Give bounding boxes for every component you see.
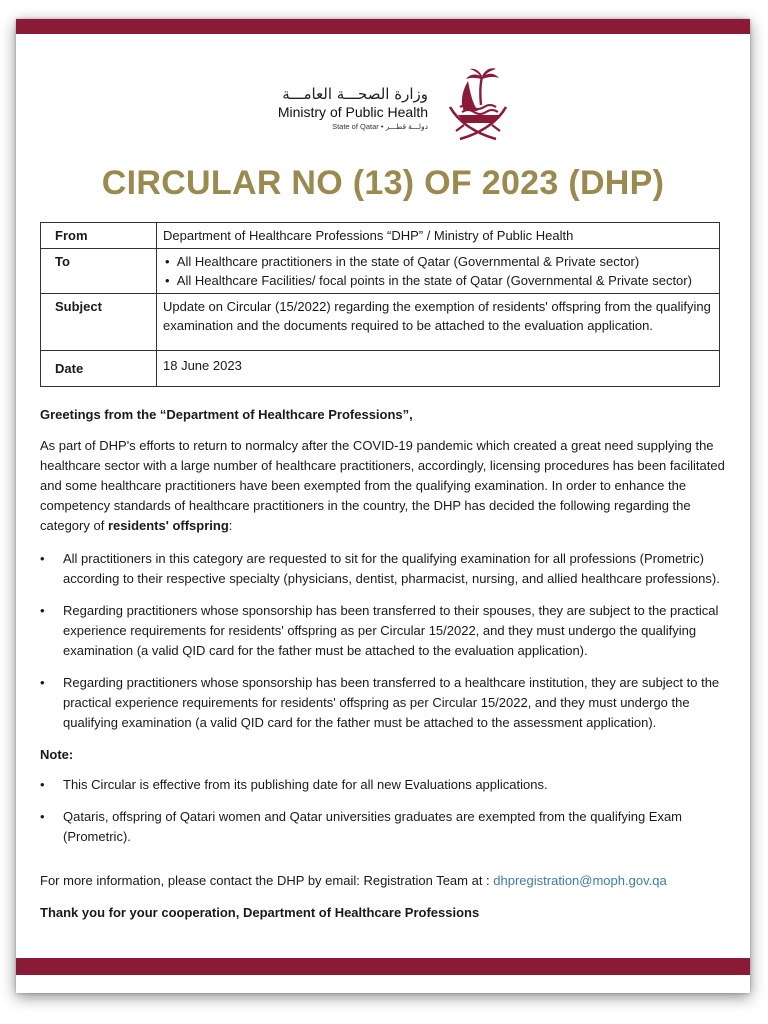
bullet-icon: •	[40, 675, 45, 690]
state-of-qatar-line: State of Qatar • دولـــة قطـــر	[332, 122, 428, 131]
intro-paragraph: As part of DHP's efforts to return to normalcy after the COVID-19 pandemic which created a great need supplying the healthcare sector with a large number of healthcare practitioners, accordingly, licensing procedures has been facilitated and some healthcare practitioners have been exempted from the qualifying examination. In order to enhance the competency standards of healthcare practitioners in the country, the DHP has decided the following regarding the category of residents' offspring:	[40, 438, 725, 533]
date-value: 18 June 2023	[157, 351, 720, 387]
list-item: • Qataris, offspring of Qatari women and Qatar universities graduates are exempted from the qualifying Exam (Prometric).	[40, 809, 683, 844]
from-row	[41, 223, 720, 249]
list-item: • All practitioners in this category are requested to sit for the qualifying examination for all professions (Prometric) according to their respective specialty (physicians, dentist, pharmacist, nursing, and allied healthcare professions).	[40, 551, 720, 586]
to-value	[157, 249, 720, 294]
note-list	[40, 775, 730, 847]
closing-thanks: Thank you for your cooperation, Department of Healthcare Professions	[40, 905, 480, 920]
circular-body	[40, 405, 730, 923]
bottom-brand-bar	[16, 958, 750, 975]
decision-list	[40, 549, 730, 733]
from-label: From	[41, 223, 157, 249]
ministry-name-english: Ministry of Public Health	[277, 104, 428, 120]
list-item: • This Circular is effective from its publishing date for all new Evaluations applications.	[40, 775, 730, 795]
qatar-emblem-icon	[444, 63, 510, 143]
list-item: • Regarding practitioners whose sponsorship has been transferred to their spouses, they are subject to the practical experience requirements for residents' offspring as per Circular 15/2022, and they must undergo the qualifying examination (a valid QID card for the father must be attached to the evaluation application).	[40, 603, 719, 658]
date-label: Date	[41, 351, 157, 387]
logo-text-block	[260, 85, 428, 132]
to-item: • All Healthcare practitioners in the state of Qatar (Governmental & Private sector)	[165, 254, 640, 269]
residents-offspring-emphasis: residents' offspring	[107, 518, 229, 533]
bullet-icon: •	[40, 551, 45, 566]
date-row	[41, 351, 720, 387]
ministry-name-arabic: وزارة الصحـــة العامـــة	[282, 85, 428, 103]
greeting: Greetings from the “Department of Healthcare Professions”,	[40, 407, 413, 422]
subject-row	[41, 294, 720, 351]
top-brand-bar	[16, 19, 750, 34]
circular-meta-table	[40, 222, 720, 387]
circular-page	[16, 19, 750, 993]
subject-label: Subject	[41, 294, 157, 351]
to-item: • All Healthcare Facilities/ focal points in the state of Qatar (Governmental & Private sector)	[165, 273, 692, 288]
ministry-logo	[260, 63, 510, 143]
from-value: Department of Healthcare Professions “DHP” / Ministry of Public Health	[157, 223, 720, 249]
circular-title: CIRCULAR NO (13) OF 2023 (DHP)	[101, 164, 665, 202]
bullet-icon: •	[40, 809, 45, 824]
bullet-icon: •	[40, 603, 45, 618]
note-heading: Note:	[40, 747, 74, 762]
subject-value: Update on Circular (15/2022) regarding the exemption of residents' offspring from the qualifying examination and the documents required to be attached to the evaluation application.	[157, 294, 720, 351]
list-item: • Regarding practitioners whose sponsorship has been transferred to a healthcare institution, they are subject to the practical experience requirements for residents' offspring as per Circular 15/2022, and they must undergo the qualifying examination (a valid QID card for the father must be attached to the assessment application).	[40, 675, 720, 730]
contact-email-link[interactable]: dhpregistration@moph.gov.qa	[493, 873, 667, 888]
to-row	[41, 249, 720, 294]
to-label: To	[41, 249, 157, 294]
bullet-icon: •	[40, 777, 45, 792]
contact-paragraph: For more information, please contact the DHP by email: Registration Team at : dhpregistration@moph.gov.qa	[40, 873, 667, 888]
